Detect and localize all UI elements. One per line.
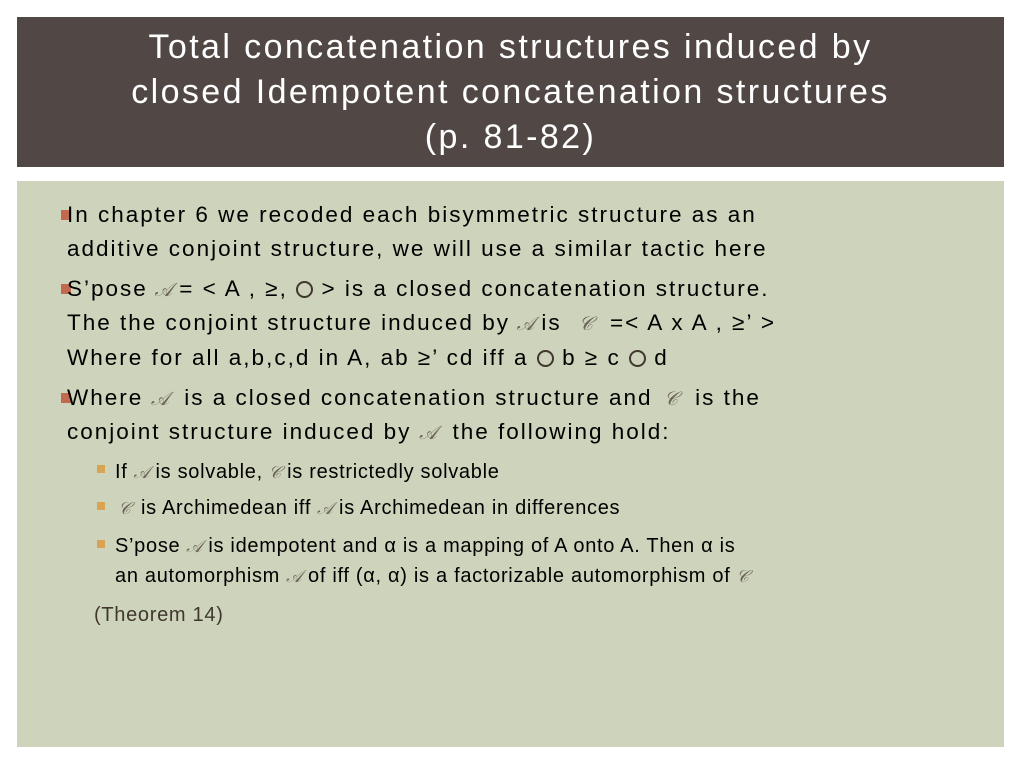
text: d — [654, 345, 669, 370]
slide-title-line-3: (p. 81-82) — [424, 117, 597, 156]
sub-bullet-marker — [97, 540, 105, 548]
text: is solvable, — [155, 461, 263, 483]
text: If — [115, 461, 128, 483]
slide-title-bar — [17, 17, 1004, 167]
text: b ≥ c — [562, 345, 621, 370]
sub-bullet-marker — [97, 465, 105, 473]
text: is idempotent and α is a mapping of A onto A. Then α is — [208, 535, 736, 557]
bullet1-line1: In chapter 6 we recoded each bisymmetric structure as an — [67, 202, 757, 227]
text: is — [541, 310, 562, 335]
slide-title-line-2: closed Idempotent concatenation structures — [131, 72, 890, 111]
text: > is a closed concatenation structure. — [321, 276, 770, 301]
bullet2-line1 — [67, 272, 770, 307]
sub-bullet2 — [115, 493, 620, 524]
script-a-symbol: 𝒜 — [317, 499, 334, 519]
text: the following hold: — [452, 419, 671, 444]
text: conjoint structure induced by — [67, 419, 412, 444]
script-a-symbol: 𝒜 — [186, 537, 203, 557]
text: Where for all a,b,c,d in A, ab ≥’ cd iff a — [67, 345, 529, 370]
sub-bullet3-line2 — [115, 561, 755, 592]
script-a-symbol: 𝒜 — [133, 463, 150, 483]
script-a-symbol: 𝒜 — [150, 387, 169, 410]
script-c-symbol: 𝒞 — [118, 499, 131, 519]
script-a-symbol: 𝒜 — [285, 567, 303, 587]
text: S’pose — [67, 276, 148, 301]
script-a-symbol: 𝒜 — [419, 421, 438, 444]
circle-operator-icon — [537, 350, 554, 367]
text: =< A x A , ≥’ > — [610, 310, 777, 335]
script-c-symbol: 𝒞 — [664, 387, 678, 410]
circle-operator-icon — [296, 281, 313, 298]
text: is a closed concatenation structure and — [184, 385, 653, 410]
sub-bullet3-line1 — [115, 531, 735, 562]
text: an automorphism — [115, 565, 281, 587]
script-c-symbol: 𝒞 — [578, 312, 593, 335]
slide-title-line-1: Total concatenation structures induced by — [148, 27, 873, 66]
script-a-symbol: 𝒜 — [154, 278, 173, 301]
text: is Archimedean in differences — [339, 497, 621, 519]
bullet3-line1 — [67, 381, 761, 416]
circle-operator-icon — [629, 350, 646, 367]
bullet1-line2: additive conjoint structure, we will use a similar tactic here — [67, 236, 768, 261]
sub-bullet-marker — [97, 502, 105, 510]
script-a-symbol: 𝒜 — [516, 312, 535, 335]
text: = < A , ≥, — [179, 276, 288, 301]
script-c-symbol: 𝒞 — [736, 567, 749, 587]
bullet2-line3 — [67, 341, 669, 375]
text: Where — [67, 385, 144, 410]
text: S’pose — [115, 535, 181, 557]
text: is the — [695, 385, 761, 410]
text: is restrictedly solvable — [287, 461, 500, 483]
text: is Archimedean iff — [140, 497, 312, 519]
bullet3-line2 — [67, 415, 671, 450]
sub-bullet1 — [115, 457, 500, 488]
text: of iff (α, α) is a factorizable automorphism of — [308, 565, 731, 587]
theorem-reference: (Theorem 14) — [94, 604, 224, 626]
text: The the conjoint structure induced by — [67, 310, 510, 335]
bullet2-line2 — [67, 306, 776, 341]
script-c-symbol: 𝒞 — [268, 463, 282, 483]
